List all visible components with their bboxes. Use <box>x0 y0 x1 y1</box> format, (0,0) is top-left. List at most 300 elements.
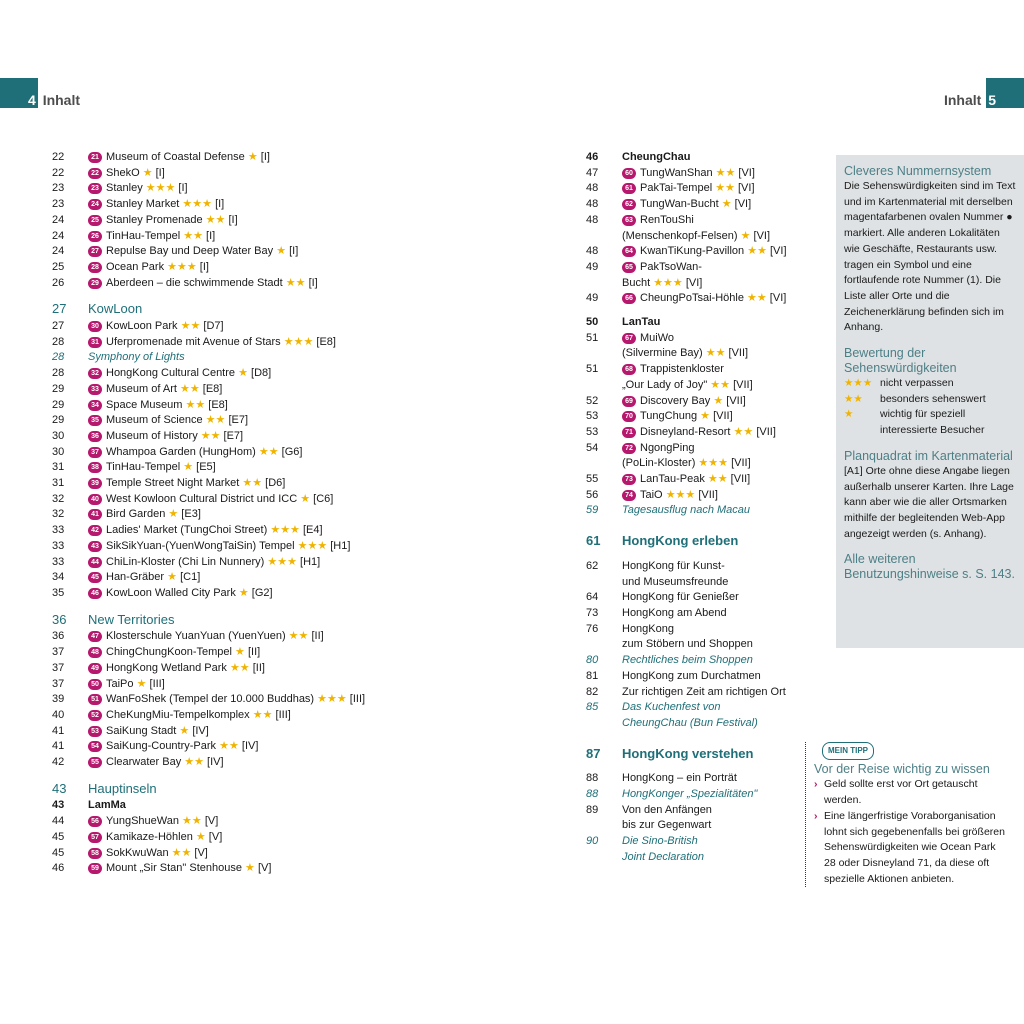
page-number: 37 <box>52 661 65 674</box>
sight-number-badge: 61 <box>622 183 636 194</box>
page-number: 33 <box>52 524 65 537</box>
page-number: 45 <box>52 846 65 859</box>
rating-stars: ★★ <box>258 445 279 458</box>
page-number: 55 <box>586 473 599 486</box>
entry-text: 36 Museum of History ★★ [E7] <box>88 429 372 445</box>
rating-stars: ★★★ <box>317 693 347 706</box>
toc-entry <box>52 861 372 877</box>
entry-text: 27 Repulse Bay und Deep Water Bay ★ [I] <box>88 244 372 260</box>
rating-stars: ★ <box>740 229 751 242</box>
page-number: 81 <box>586 669 599 682</box>
info-sidebar <box>836 155 1024 648</box>
page-number: 25 <box>52 260 65 273</box>
sight-number-badge: 36 <box>88 431 102 442</box>
entry-text: 52 CheKungMiu-Tempelkomplex ★★ [III] <box>88 708 372 724</box>
entry-text: 38 TinHau-Tempel ★ [E5] <box>88 460 372 476</box>
page-number: 50 <box>586 316 599 329</box>
toc-entry <box>586 229 816 245</box>
rating-stars: ★★ <box>219 740 239 753</box>
toc-entry <box>52 755 372 771</box>
sight-number-badge: 49 <box>88 663 102 674</box>
page-number: 31 <box>52 461 65 474</box>
toc-entry <box>52 319 372 335</box>
page-number: 22 <box>52 151 65 163</box>
sight-number-badge: 47 <box>88 631 102 642</box>
entry-text: HongKong zum Durchatmen <box>622 669 761 682</box>
rating-stars: ★★ <box>844 392 863 405</box>
toc-entry <box>586 488 816 504</box>
entry-text: (PoLin-Kloster) ★★★ [VII] <box>622 457 751 470</box>
rating-stars: ★★ <box>707 473 728 486</box>
page-number: 59 <box>586 504 599 517</box>
toc-entry <box>52 629 372 645</box>
toc-entry <box>586 378 816 394</box>
page-number: 26 <box>52 276 65 289</box>
rating-stars: ★ <box>721 198 732 211</box>
toc-entry <box>52 150 372 166</box>
toc-entry <box>52 197 372 213</box>
toc-entry <box>52 645 372 661</box>
page-number: 30 <box>52 429 65 442</box>
sight-number-badge: 24 <box>88 199 102 210</box>
sight-number-badge: 68 <box>622 364 636 375</box>
entry-text: HongKong für Kunst- <box>622 559 725 572</box>
sight-number-badge: 44 <box>88 557 102 568</box>
entry-text: 35 Museum of Science ★★ [E7] <box>88 413 372 429</box>
page-number: 34 <box>52 571 65 584</box>
entry-text: 29 Aberdeen – die schwimmende Stadt ★★ [I] <box>88 276 372 292</box>
page-number: 48 <box>586 182 599 195</box>
entry-text: CheungChau (Bun Festival) <box>622 716 758 729</box>
page-number: 51 <box>586 363 599 376</box>
toc-entry <box>52 661 372 677</box>
page-number: 45 <box>52 830 65 843</box>
page-number: 32 <box>52 492 65 505</box>
sidebar-text-grid: [A1] Orte ohne diese Angabe liegen außerhalb unserer Karten. Ihre Lage kann aber wie die aller Ortsmarken mithilfe der begleitenden Web-App angezeigt werden (s. Anhang). <box>844 464 1014 540</box>
right-page-number: 5 <box>988 92 996 108</box>
toc-entry <box>586 787 816 803</box>
toc-entry <box>52 476 372 492</box>
rating-stars: ★ <box>195 830 206 843</box>
rating-stars: ★★★ <box>182 198 213 211</box>
entry-text: Die Sino-British <box>622 835 698 848</box>
entry-text: 47 Klosterschule YuanYuan (YuenYuen) ★★ [II] <box>88 629 372 645</box>
toc-entry <box>52 830 372 846</box>
rating-stars: ★ <box>300 492 311 505</box>
sight-number-badge: 35 <box>88 415 102 426</box>
rating-stars: ★ <box>142 166 153 179</box>
page-number <box>586 818 622 834</box>
rating-stars: ★★ <box>705 347 726 360</box>
sight-number-badge: 57 <box>88 832 102 843</box>
toc-entry <box>586 213 816 229</box>
toc-entry <box>52 429 372 445</box>
sight-number-badge: 64 <box>622 246 636 257</box>
rating-stars: ★★ <box>184 756 204 769</box>
page-number: 88 <box>586 772 599 785</box>
entry-text: Joint Declaration <box>622 850 704 863</box>
rating-stars: ★★ <box>205 414 226 427</box>
page-number: 35 <box>52 586 65 599</box>
entry-text: 43 SikSikYuan-(YuenWongTaiSin) Tempel ★★★ [H1] <box>88 539 372 555</box>
page-number: 49 <box>586 292 599 305</box>
tip-logo: MEIN TIPP <box>822 742 874 760</box>
rating-stars: ★★ <box>180 320 201 333</box>
page-number: 28 <box>52 351 65 364</box>
sight-number-badge: 50 <box>88 679 102 690</box>
sidebar-heading-more: Alle weiteren Benutzungshinweise s. S. 143. <box>844 552 1015 582</box>
rating-stars: ★★★ <box>698 457 729 470</box>
sight-number-badge: 56 <box>88 816 102 827</box>
entry-text: 69 Discovery Bay ★ [VII] <box>622 394 816 410</box>
rating-stars: ★★ <box>715 166 736 179</box>
toc-entry <box>586 244 816 260</box>
page-number: 27 <box>52 301 67 317</box>
arrow-icon: › <box>814 778 818 791</box>
rating-stars: ★★ <box>733 425 754 438</box>
rating-row <box>844 407 1016 438</box>
toc-entry <box>52 570 372 586</box>
sight-number-badge: 42 <box>88 525 102 536</box>
toc-entry <box>586 456 816 472</box>
sight-number-badge: 52 <box>88 710 102 721</box>
toc-entry <box>52 586 372 602</box>
rating-stars: ★★ <box>229 661 250 674</box>
rating-stars: ★ <box>168 508 179 521</box>
toc-entry <box>586 276 816 292</box>
rating-meaning: nicht verpassen <box>880 377 954 390</box>
page-number: 48 <box>586 198 599 211</box>
rating-stars: ★ <box>238 586 249 599</box>
tip-list <box>814 777 1005 887</box>
sight-number-badge: 62 <box>622 199 636 210</box>
page-number: 89 <box>586 803 599 816</box>
entry-text: HongKong erleben <box>622 533 739 549</box>
rating-stars: ★★ <box>242 477 263 490</box>
entry-text: 50 TaiPo ★ [III] <box>88 677 372 693</box>
toc-entry <box>586 716 816 732</box>
entry-text: Das Kuchenfest von <box>622 701 721 714</box>
toc-entry <box>586 685 816 701</box>
entry-text: 58 SokKwuWan ★★ [V] <box>88 846 372 862</box>
entry-text: KowLoon <box>88 301 143 317</box>
entry-text: Tagesausflug nach Macau <box>622 504 751 517</box>
entry-text: 73 LanTau-Peak ★★ [VII] <box>622 472 816 488</box>
page-number: 28 <box>52 335 65 348</box>
page-number: 23 <box>52 182 65 195</box>
sight-number-badge: 43 <box>88 541 102 552</box>
toc-entry <box>586 315 816 331</box>
rating-stars: ★★ <box>288 630 309 643</box>
sight-number-badge: 51 <box>88 694 102 705</box>
entry-text: 57 Kamikaze-Höhlen ★ [V] <box>88 830 372 846</box>
entry-text: und Museumsfreunde <box>622 575 729 588</box>
sight-number-badge: 48 <box>88 647 102 658</box>
page-number: 43 <box>52 780 67 796</box>
sight-number-badge: 58 <box>88 848 102 859</box>
entry-text: 39 Temple Street Night Market ★★ [D6] <box>88 476 372 492</box>
toc-entry <box>52 523 372 539</box>
rating-stars: ★★ <box>185 398 206 411</box>
toc-entry <box>52 539 372 555</box>
sight-number-badge: 26 <box>88 231 102 242</box>
toc-entry <box>52 366 372 382</box>
toc-entry <box>586 834 816 850</box>
toc-entry <box>52 229 372 245</box>
toc-entry <box>586 637 816 653</box>
page-number: 48 <box>586 245 599 258</box>
page-number: 80 <box>586 654 599 667</box>
page-number: 40 <box>52 708 65 721</box>
page-number: 41 <box>52 740 65 753</box>
toc-entry <box>52 798 372 814</box>
sight-number-badge: 32 <box>88 368 102 379</box>
tip-text: Geld sollte erst vor Ort getauscht werden. <box>824 778 978 807</box>
sidebar-heading-numbering: Cleveres Nummernsystem <box>844 164 992 178</box>
toc-entry <box>586 197 816 213</box>
section-heading <box>52 612 372 628</box>
entry-text: 72 NgongPing <box>622 441 816 457</box>
sight-number-badge: 38 <box>88 462 102 473</box>
entry-text: 53 SaiKung Stadt ★ [IV] <box>88 724 372 740</box>
sight-number-badge: 30 <box>88 321 102 332</box>
page-number: 28 <box>52 367 65 380</box>
entry-text: 61 PakTai-Tempel ★★ [VI] <box>622 181 816 197</box>
entry-text: 24 Stanley Market ★★★ [I] <box>88 197 372 213</box>
rating-stars: ★★★ <box>283 335 314 348</box>
sight-number-badge: 23 <box>88 183 102 194</box>
entry-text: 45 Han-Gräber ★ [C1] <box>88 570 372 586</box>
toc-entry <box>52 677 372 693</box>
rating-meaning: besonders sehenswert <box>880 392 986 405</box>
page-number: 30 <box>52 445 65 458</box>
toc-entry <box>586 700 816 716</box>
entry-text: 65 PakTsoWan- <box>622 260 816 276</box>
entry-text: „Our Lady of Joy" ★★ [VII] <box>622 378 753 391</box>
rating-row <box>844 392 1016 408</box>
toc-entry <box>52 335 372 351</box>
rating-stars: ★★★ <box>297 539 328 552</box>
sight-number-badge: 65 <box>622 262 636 273</box>
sight-number-badge: 21 <box>88 152 102 163</box>
entry-text: Von den Anfängen <box>622 803 712 816</box>
page-number: 64 <box>586 591 599 604</box>
page-number: 46 <box>586 151 599 163</box>
sight-number-badge: 63 <box>622 215 636 226</box>
page-number <box>586 850 622 866</box>
rating-stars: ★★★ <box>844 377 873 390</box>
rating-stars: ★ <box>167 571 178 584</box>
toc-entry <box>586 441 816 457</box>
toc-entry <box>586 181 816 197</box>
entry-text: Rechtliches beim Shoppen <box>622 654 753 667</box>
sight-number-badge: 59 <box>88 863 102 874</box>
rating-stars: ★★ <box>182 815 202 828</box>
rating-stars: ★★ <box>710 378 731 391</box>
entry-text: 59 Mount „Sir Stan" Stenhouse ★ [V] <box>88 861 372 877</box>
toc-entry <box>52 724 372 740</box>
sight-number-badge: 28 <box>88 262 102 273</box>
toc-entry <box>586 166 816 182</box>
entry-text: 74 TaiO ★★★ [VII] <box>622 488 816 504</box>
sight-number-badge: 72 <box>622 443 636 454</box>
page-number: 85 <box>586 701 599 714</box>
entry-text: 46 KowLoon Walled City Park ★ [G2] <box>88 586 372 602</box>
entry-text: 68 Trappistenkloster <box>622 362 816 378</box>
rating-stars: ★★ <box>747 245 767 258</box>
page-number: 31 <box>52 477 65 490</box>
entry-text: 31 Uferpromenade mit Avenue of Stars ★★★ [E8] <box>88 335 372 351</box>
entry-text: 54 SaiKung-Country-Park ★★ [IV] <box>88 739 372 755</box>
entry-text: CheungChau <box>622 151 691 163</box>
toc-entry <box>52 445 372 461</box>
rating-stars: ★ <box>844 408 854 421</box>
entry-text: 41 Bird Garden ★ [E3] <box>88 507 372 523</box>
sight-number-badge: 55 <box>88 757 102 768</box>
entry-text: Zur richtigen Zeit am richtigen Ort <box>622 685 786 698</box>
spacer <box>586 307 816 315</box>
toc-entry <box>586 653 816 669</box>
toc-entry <box>586 803 816 819</box>
toc-entry <box>586 850 816 866</box>
entry-text: 21 Museum of Coastal Defense ★ [I] <box>88 150 372 166</box>
entry-text: 25 Stanley Promenade ★★ [I] <box>88 213 372 229</box>
toc-entry <box>586 362 816 378</box>
sight-number-badge: 34 <box>88 400 102 411</box>
page-number: 39 <box>52 693 65 706</box>
sight-number-badge: 33 <box>88 384 102 395</box>
sight-number-badge: 25 <box>88 215 102 226</box>
toc-entry <box>52 413 372 429</box>
page-number: 24 <box>52 229 65 242</box>
sidebar-text-numbering: Die Sehenswürdigkeiten sind im Text und im Kartenmaterial mit derselben magentafarbenen ovalen Nummer ● markiert. Alle anderen Lokalitäten wie Geschäfte, Restaurants usw. tragen ein Symbol und eine fortlaufende rote Nummer (1). Die Liste aller Orte und die Zeichenerklärung befinden sich im Anhang. <box>844 180 1016 334</box>
entry-text: 42 Ladies' Market (TungChoi Street) ★★★ [E4] <box>88 523 372 539</box>
entry-text: 51 WanFoShek (Tempel der 10.000 Buddhas) ★★★ [III] <box>88 692 372 708</box>
toc-entry <box>52 382 372 398</box>
entry-text: (Silvermine Bay) ★★ [VII] <box>622 347 749 360</box>
page-number: 44 <box>52 815 65 828</box>
left-header-title: Inhalt <box>42 92 81 108</box>
toc-entry <box>52 507 372 523</box>
toc-entry <box>52 555 372 571</box>
sight-number-badge: 31 <box>88 337 102 348</box>
entry-text: 48 ChingChungKoon-Tempel ★ [II] <box>88 645 372 661</box>
right-header <box>944 92 996 108</box>
toc-entry <box>52 213 372 229</box>
page-number: 52 <box>586 394 599 407</box>
toc-entry <box>586 622 816 638</box>
rating-stars: ★ <box>136 677 147 690</box>
entry-text: 55 Clearwater Bay ★★ [IV] <box>88 755 372 771</box>
rating-stars: ★★★ <box>167 260 197 273</box>
toc-entry <box>52 350 372 366</box>
toc-entry <box>52 692 372 708</box>
page-number: 32 <box>52 508 65 521</box>
page-number <box>586 276 622 292</box>
rating-stars: ★★ <box>715 182 735 195</box>
page-number: 51 <box>586 331 599 344</box>
page-number: 47 <box>586 166 599 179</box>
entry-text: 71 Disneyland-Resort ★★ [VII] <box>622 425 816 441</box>
rating-stars: ★★ <box>747 292 767 305</box>
section-heading <box>52 301 372 317</box>
rating-stars: ★★ <box>200 429 221 442</box>
toc-entry <box>52 260 372 276</box>
rating-legend <box>844 376 1016 439</box>
entry-text: Symphony of Lights <box>88 351 185 364</box>
entry-text: zum Stöbern und Shoppen <box>622 638 753 651</box>
entry-text: (Menschenkopf-Felsen) ★ [VI] <box>622 229 771 242</box>
page-number: 29 <box>52 414 65 427</box>
toc-entry <box>586 669 816 685</box>
entry-text: HongKong verstehen <box>622 745 754 761</box>
page-number: 36 <box>52 630 65 643</box>
toc-entry <box>52 814 372 830</box>
page-number: 49 <box>586 260 599 273</box>
page-number: 42 <box>52 756 65 769</box>
toc-entry <box>586 409 816 425</box>
toc-entry <box>586 291 816 307</box>
entry-text: Bucht ★★★ [VI] <box>622 276 703 289</box>
entry-text: 34 Space Museum ★★ [E8] <box>88 398 372 414</box>
entry-text: 62 TungWan-Bucht ★ [VI] <box>622 197 816 213</box>
rating-stars: ★★★ <box>653 276 683 289</box>
page-number: 87 <box>586 745 601 761</box>
entry-text: bis zur Gegenwart <box>622 819 712 832</box>
page-number: 29 <box>52 382 65 395</box>
rating-stars: ★★ <box>205 213 226 226</box>
page-number: 27 <box>52 320 65 333</box>
tip-text: Eine längerfristige Voraborganisation lohnt sich gegebenenfalls bei größeren Sehenswürdigkeiten wie Ocean Park 28 oder Disneyland 71, da diese oft spezielle Aktionen anbieten. <box>824 809 1005 885</box>
toc-entry <box>52 166 372 182</box>
rating-stars: ★★★ <box>270 524 300 537</box>
toc-entry <box>586 575 816 591</box>
sidebar-heading-rating: Bewertung der Sehenswürdigkeiten <box>844 346 957 376</box>
page-number: 48 <box>586 213 599 226</box>
toc-entry <box>586 606 816 622</box>
sight-number-badge: 46 <box>88 588 102 599</box>
toc-entry <box>52 708 372 724</box>
sight-number-badge: 70 <box>622 411 636 422</box>
entry-text: 63 RenTouShi <box>622 213 816 229</box>
sight-number-badge: 39 <box>88 478 102 489</box>
section-heading <box>52 781 372 797</box>
page-number: 33 <box>52 539 65 552</box>
page-number <box>586 637 622 653</box>
sight-number-badge: 29 <box>88 278 102 289</box>
rating-stars: ★★★ <box>267 555 297 568</box>
toc-entry <box>52 492 372 508</box>
page-number: 82 <box>586 685 599 698</box>
rating-stars: ★ <box>713 394 724 407</box>
toc-entry <box>586 425 816 441</box>
toc-entry <box>586 331 816 347</box>
right-header-title: Inhalt <box>943 92 982 108</box>
entry-text: HongKong – ein Porträt <box>622 772 737 785</box>
tip-item <box>814 777 1005 808</box>
sight-number-badge: 69 <box>622 396 636 407</box>
page-number: 62 <box>586 559 599 572</box>
toc-entry <box>586 260 816 276</box>
toc-entry <box>52 739 372 755</box>
sight-number-badge: 53 <box>88 726 102 737</box>
page-number: 41 <box>52 724 65 737</box>
page-number: 53 <box>586 425 599 438</box>
toc-entry <box>586 150 816 166</box>
page-number: 37 <box>52 646 65 659</box>
page-number: 22 <box>52 166 65 179</box>
entry-text: 30 KowLoon Park ★★ [D7] <box>88 319 372 335</box>
